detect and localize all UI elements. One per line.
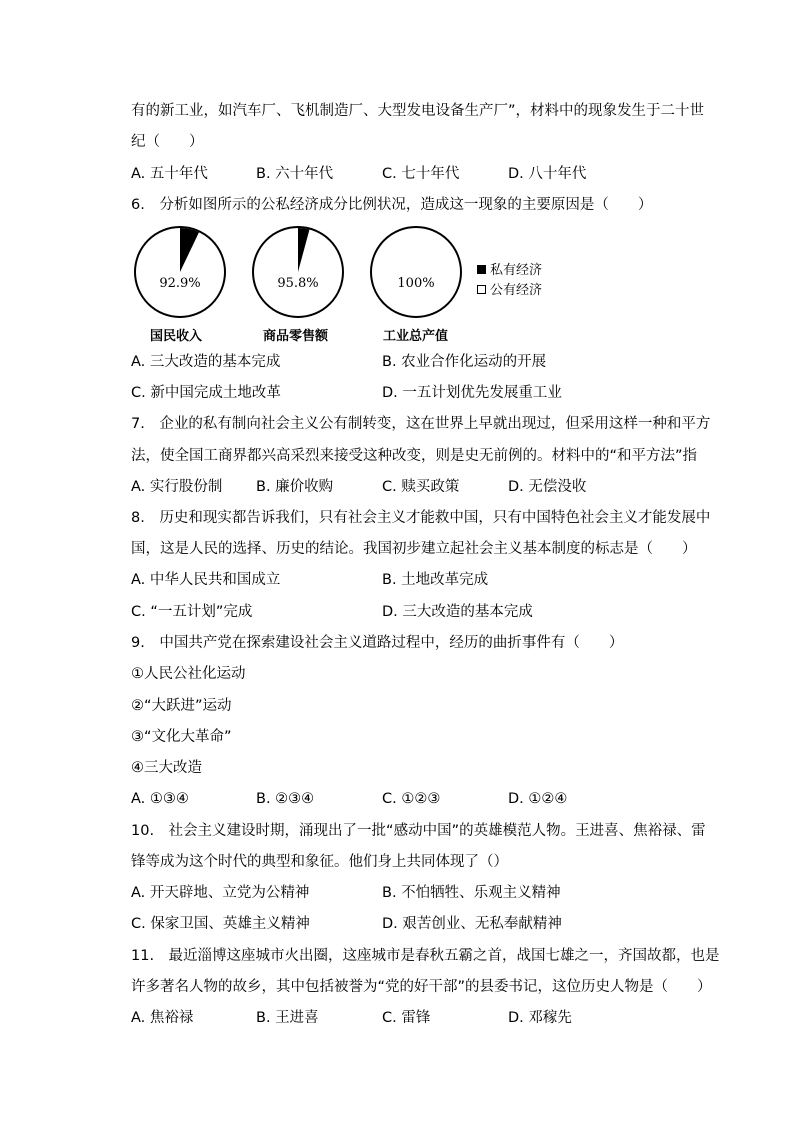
pie-national-income-value: 92.9% xyxy=(159,276,201,291)
pie-retail-sales-slice xyxy=(254,228,342,316)
q5-stem-line2: 纪（ ） xyxy=(131,134,204,150)
q5-option-a[interactable]: A. 五十年代 xyxy=(131,166,208,182)
filled-square-icon xyxy=(477,265,486,274)
pie-retail-sales-value: 95.8% xyxy=(277,276,319,291)
q9-option-d[interactable]: D. ①②④ xyxy=(508,791,568,807)
pie-retail-sales xyxy=(252,226,344,318)
q6-option-d[interactable]: D. 一五计划优先发展重工业 xyxy=(382,385,562,401)
q8-option-a[interactable]: A. 中华人民共和国成立 xyxy=(131,572,281,588)
q10-stem-line2: 锋等成为这个时代的典型和象征。他们身上共同体现了（） xyxy=(131,854,508,870)
q10-option-c[interactable]: C. 保家卫国、英雄主义精神 xyxy=(131,916,310,932)
q9-stem: 9. 中国共产党在探索建设社会主义道路过程中，经历的曲折事件有（ ） xyxy=(131,635,624,651)
q9-option-c[interactable]: C. ①②③ xyxy=(382,791,441,807)
empty-square-icon xyxy=(477,285,486,294)
q10-option-a[interactable]: A. 开天辟地、立党为公精神 xyxy=(131,885,310,901)
q8-stem-line1: 8. 历史和现实都告诉我们，只有社会主义才能救中国，只有中国特色社会主义才能发展中 xyxy=(131,510,711,526)
q11-stem-line2: 许多著名人物的故乡，其中包括被誉为“党的好干部”的县委书记，这位历史人物是（ ） xyxy=(131,979,712,995)
q9-item-3: ③“文化大革命” xyxy=(131,729,232,745)
pie-national-income xyxy=(134,226,226,318)
q7-option-b[interactable]: B. 廉价收购 xyxy=(256,479,334,495)
pie-industrial-output-value: 100% xyxy=(397,276,435,291)
q7-stem-line1: 7. 企业的私有制向社会主义公有制转变，这在世界上早就出现过，但采用这样一种和平方 xyxy=(131,416,711,432)
legend-public-label: 公有经济 xyxy=(490,283,543,298)
pie-industrial-output-label: 工业总产值 xyxy=(383,329,449,344)
q11-option-a[interactable]: A. 焦裕禄 xyxy=(131,1010,194,1026)
q9-item-4: ④三大改造 xyxy=(131,760,202,776)
q5-option-c[interactable]: C. 七十年代 xyxy=(382,166,460,182)
q6-option-c[interactable]: C. 新中国完成土地改革 xyxy=(131,385,281,401)
q6-stem: 6. 分析如图所示的公私经济成分比例状况，造成这一现象的主要原因是（ ） xyxy=(131,197,653,213)
q6-option-a[interactable]: A. 三大改造的基本完成 xyxy=(131,354,281,370)
legend-private-label: 私有经济 xyxy=(490,263,543,278)
q5-option-b[interactable]: B. 六十年代 xyxy=(256,166,334,182)
q7-stem-line2: 法，使全国工商界都兴高采烈来接受这种改变，则是史无前例的。材料中的“和平方法”指 xyxy=(131,448,698,464)
q9-item-1: ①人民公社化运动 xyxy=(131,666,246,682)
legend-private xyxy=(477,259,542,278)
q7-option-c[interactable]: C. 赎买政策 xyxy=(382,479,460,495)
pie-national-income-slice xyxy=(136,228,224,316)
q8-stem-line2: 国，这是人民的选择、历史的结论。我国初步建立起社会主义基本制度的标志是（ ） xyxy=(131,541,697,557)
q9-option-a[interactable]: A. ①③④ xyxy=(131,791,189,807)
q8-option-c[interactable]: C. “一五计划”完成 xyxy=(131,604,253,620)
pie-retail-sales-label: 商品零售额 xyxy=(263,329,329,344)
q10-stem-line1: 10. 社会主义建设时期，涌现出了一批“感动中国”的英雄模范人物。王进喜、焦裕禄、雷 xyxy=(131,823,706,839)
q11-option-c[interactable]: C. 雷锋 xyxy=(382,1010,431,1026)
q9-item-2: ②“大跃进”运动 xyxy=(131,698,232,714)
q8-option-b[interactable]: B. 土地改革完成 xyxy=(382,572,489,588)
q10-option-d[interactable]: D. 艰苦创业、无私奉献精神 xyxy=(382,916,562,932)
q11-option-b[interactable]: B. 王进喜 xyxy=(256,1010,319,1026)
q7-option-a[interactable]: A. 实行股份制 xyxy=(131,479,223,495)
pie-national-income-label: 国民收入 xyxy=(150,329,203,344)
q8-option-d[interactable]: D. 三大改造的基本完成 xyxy=(382,604,533,620)
q11-option-d[interactable]: D. 邓稼先 xyxy=(508,1010,572,1026)
q7-option-d[interactable]: D. 无偿没收 xyxy=(508,479,587,495)
pie-industrial-output xyxy=(370,226,462,318)
q11-stem-line1: 11. 最近淄博这座城市火出圈，这座城市是春秋五霸之首，战国七雄之一，齐国故都，也是 xyxy=(131,948,720,964)
q6-option-b[interactable]: B. 农业合作化运动的开展 xyxy=(382,354,547,370)
q5-stem-line1: 有的新工业，如汽车厂、飞机制造厂、大型发电设备生产厂”，材料中的现象发生于二十世 xyxy=(131,103,705,119)
q9-option-b[interactable]: B. ②③④ xyxy=(256,791,315,807)
legend-public xyxy=(477,279,542,298)
q10-option-b[interactable]: B. 不怕牺牲、乐观主义精神 xyxy=(382,885,561,901)
q5-option-d[interactable]: D. 八十年代 xyxy=(508,166,587,182)
